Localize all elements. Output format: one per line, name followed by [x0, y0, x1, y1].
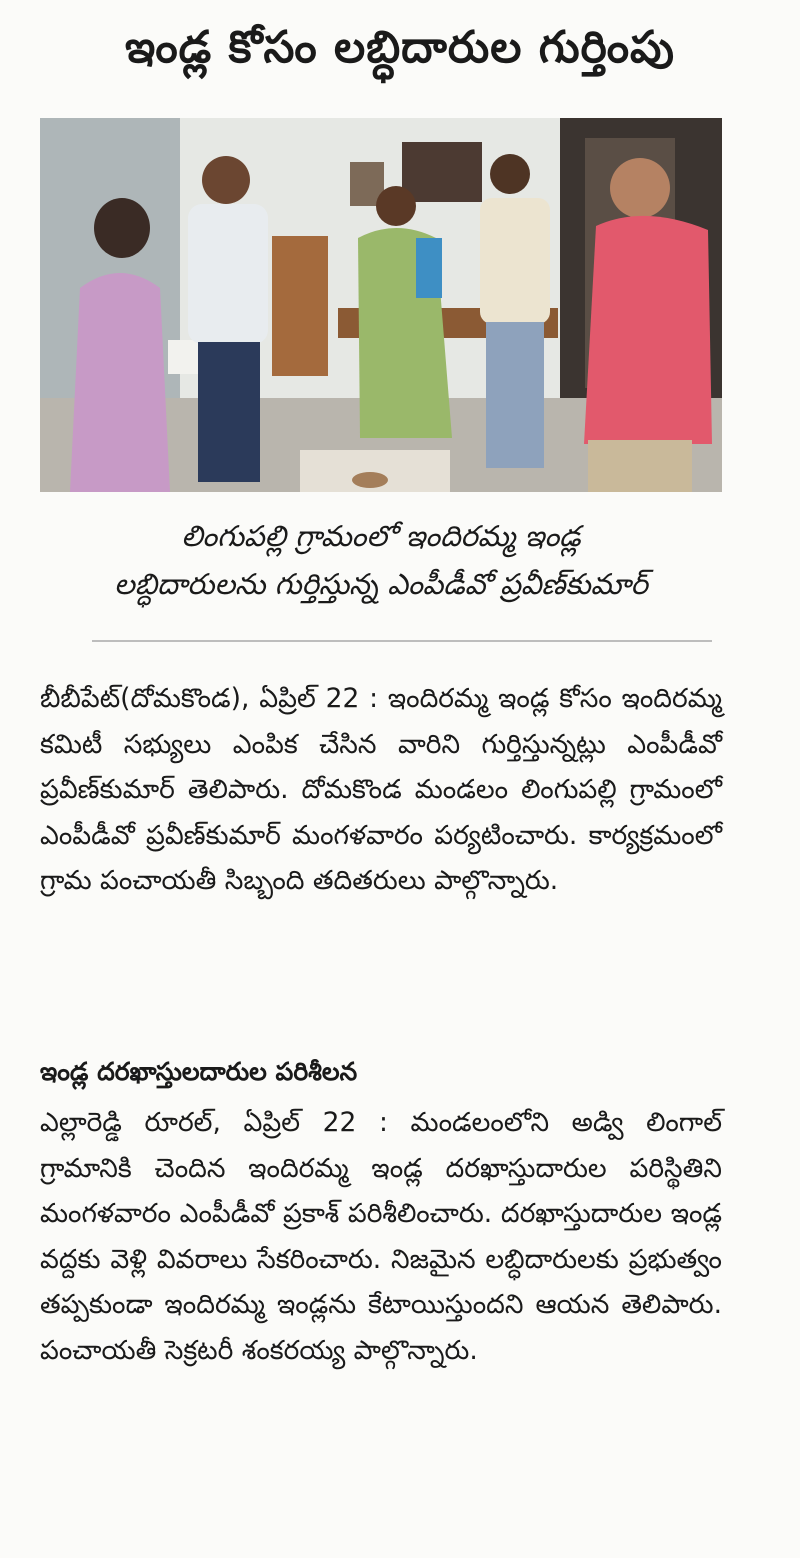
news-photo-illustration — [40, 118, 722, 492]
headline: ఇండ్ల కోసం లబ్ధిదారుల గుర్తింపు — [125, 22, 675, 73]
caption-line-2: లబ్ధిదారులను గుర్తిస్తున్న ఎంపీడీవో ప్రవీణ్‌కుమార్ — [114, 567, 648, 601]
news-photo — [40, 118, 722, 492]
story-1-body: బీబీపేట్(దోమకొండ), ఏప్రిల్ 22 : ఇందిరమ్మ ఇండ్ల కోసం ఇందిరమ్మ కమిటీ సభ్యులు ఎంపిక చేసిన వారిని గుర్తిస్తున్నట్లు ఎంపీడీవో ప్రవీణ్‌కుమార్ తెలిపారు. దోమకొండ మండలం లింగుపల్లి గ్రామంలో ఎంపీడీవో ప్రవీణ్‌కుమార్ మంగళవారం పర్యటించారు. కార్యక్రమంలో గ్రామ పంచాయతీ సిబ్బంది తదితరులు పాల్గొన్నారు. — [40, 683, 722, 896]
photo-caption — [40, 512, 722, 608]
divider — [92, 640, 712, 642]
caption-line-1: లింగుపల్లి గ్రామంలో ఇందిరమ్మ ఇండ్ల — [181, 519, 581, 553]
story-2-body: ఎల్లారెడ్డి రూరల్, ఏప్రిల్ 22 : మండలంలోని అడ్వి లింగాల్ గ్రామానికి చెందిన ఇందిరమ్మ ఇండ్ల దరఖాస్తుదారుల పరిస్థితిని మంగళవారం ఎంపీడీవో ప్రకాశ్ పరిశీలించారు. దరఖాస్తుదారుల ఇండ్ల వద్దకు వెళ్లి వివరాలు సేకరించారు. నిజమైన లబ్ధిదారులకు ప్రభుత్వం తప్పకుండా ఇందిరమ్మ ఇండ్లను కేటాయిస్తుందని ఆయన తెలిపారు. పంచాయతీ సెక్రటరీ శంకరయ్య పాల్గొన్నారు. — [40, 1107, 722, 1366]
story-2-subhead: ఇండ్ల దరఖాస్తులదారుల పరిశీలన — [40, 1057, 358, 1086]
